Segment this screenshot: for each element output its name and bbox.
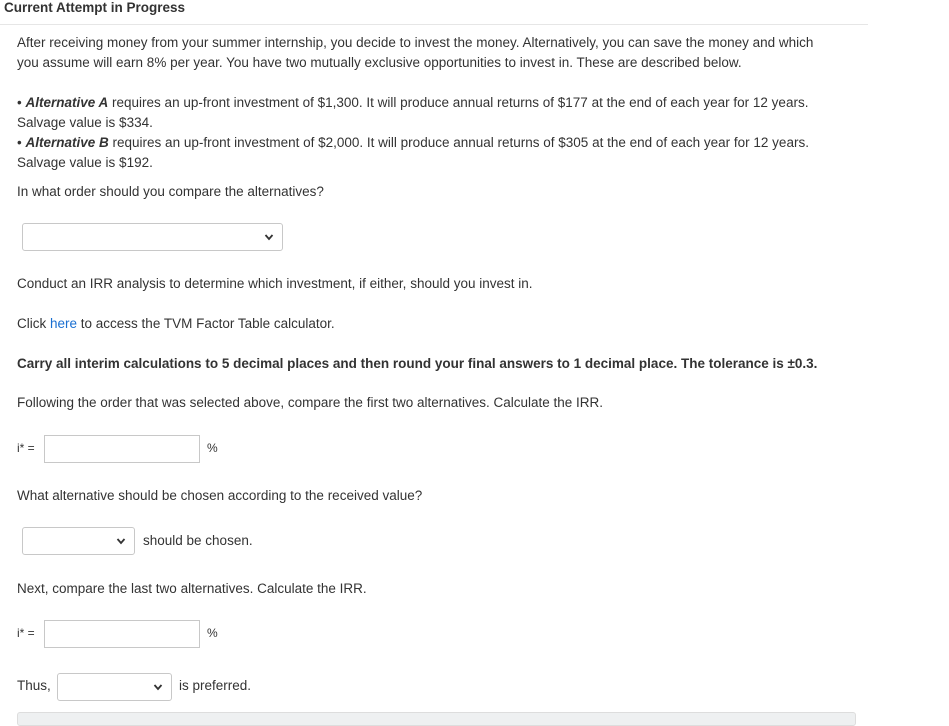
order-select[interactable] — [22, 223, 283, 251]
irr1-label: i* = — [17, 441, 35, 455]
first-compare-instruction: Following the order that was selected above, compare the first two alternatives. Calculate the IRR. — [17, 395, 604, 410]
alternative-a-name: Alternative A — [25, 95, 109, 110]
irr2-unit: % — [207, 626, 218, 640]
irr1-input[interactable] — [44, 435, 200, 463]
attempt-title: Current Attempt in Progress — [4, 0, 186, 15]
alternative-b-name: Alternative B — [25, 135, 109, 150]
irr1-unit: % — [207, 441, 218, 455]
alternatives-list — [17, 93, 862, 173]
intro-line-2: you assume will earn 8% per year. You have two mutually exclusive opportunities to invest in. These are described below. — [17, 55, 742, 70]
chevron-down-icon — [264, 232, 274, 242]
irr2-input[interactable] — [44, 620, 200, 648]
bottom-panel — [17, 712, 856, 726]
alternative-a-salvage: Salvage value is $334. — [17, 115, 153, 130]
question-order: In what order should you compare the alternatives? — [17, 184, 324, 199]
irr2-label: i* = — [17, 626, 35, 640]
tvm-link[interactable]: here — [50, 316, 78, 331]
alternative-b-salvage: Salvage value is $192. — [17, 155, 153, 170]
bullet: • — [17, 95, 22, 110]
question-choose: What alternative should be chosen according to the received value? — [17, 488, 423, 503]
alternative-b-item — [17, 133, 862, 153]
tvm-line — [17, 314, 862, 334]
tvm-prefix: Click — [17, 316, 50, 331]
alternative-a-desc: requires an up-front investment of $1,300. It will produce annual returns of $177 at the end of each year for 12 years. — [108, 95, 809, 110]
next-compare-instruction: Next, compare the last two alternatives. Calculate the IRR. — [17, 581, 367, 596]
alternative-a-item — [17, 93, 862, 113]
intro-paragraph — [17, 33, 862, 73]
choose-suffix: should be chosen. — [143, 533, 253, 548]
final-select[interactable] — [57, 673, 172, 701]
final-suffix: is preferred. — [179, 678, 252, 693]
tvm-suffix: to access the TVM Factor Table calculator. — [77, 316, 335, 331]
irr-instruction: Conduct an IRR analysis to determine which investment, if either, should you invest in. — [17, 276, 533, 291]
choose-select[interactable] — [22, 527, 135, 555]
chevron-down-icon — [116, 536, 126, 546]
rounding-note: Carry all interim calculations to 5 decimal places and then round your final answers to 1 decimal place. The tolerance is ±0.3. — [17, 356, 818, 371]
bullet: • — [17, 135, 22, 150]
final-prefix: Thus, — [17, 678, 51, 693]
chevron-down-icon — [153, 682, 163, 692]
attempt-header — [0, 0, 868, 25]
alternative-b-desc: requires an up-front investment of $2,000. It will produce annual returns of $305 at the end of each year for 12 years. — [108, 135, 809, 150]
intro-line-1: After receiving money from your summer internship, you decide to invest the money. Alternatively, you can save the money and which — [17, 35, 814, 50]
